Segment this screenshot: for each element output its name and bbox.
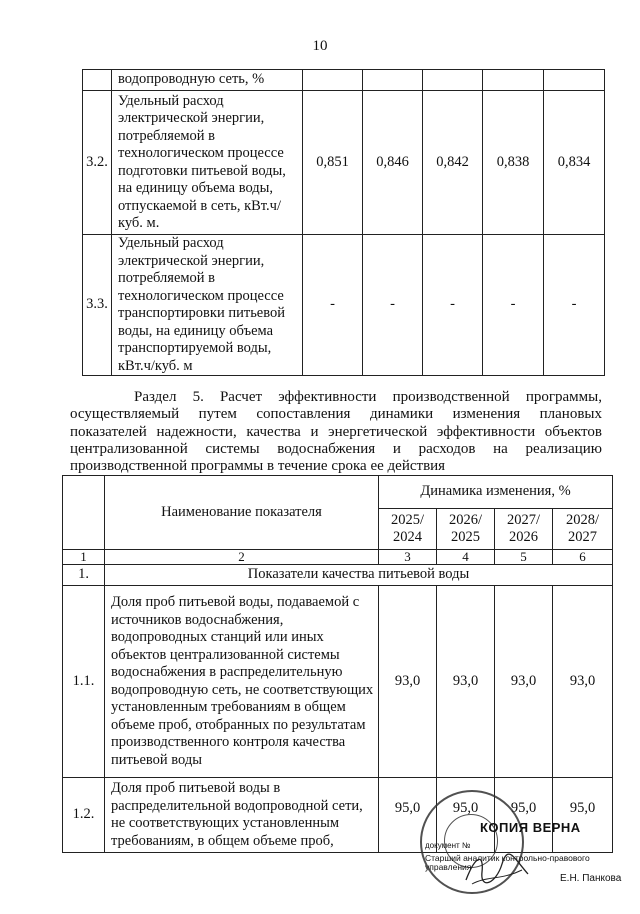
table-row <box>83 235 605 376</box>
header-year: 2028/ 2027 <box>553 509 613 550</box>
row-value: 93,0 <box>553 586 613 778</box>
table-row <box>83 91 605 235</box>
row-number <box>83 70 112 91</box>
header-number-cell <box>63 476 105 550</box>
column-number: 5 <box>495 550 553 565</box>
row-value: 0,846 <box>363 91 423 235</box>
table-header-row <box>63 476 613 509</box>
row-value: - <box>423 235 483 376</box>
table-row <box>83 70 605 91</box>
row-value: - <box>544 235 605 376</box>
row-value: 0,851 <box>303 91 363 235</box>
row-value: 93,0 <box>437 586 495 778</box>
row-value: 95,0 <box>437 778 495 853</box>
certified-copy-doc-label: документ № <box>425 841 471 850</box>
row-value <box>544 70 605 91</box>
row-value: 95,0 <box>495 778 553 853</box>
row-value: 93,0 <box>495 586 553 778</box>
row-value: 0,834 <box>544 91 605 235</box>
row-number: 1.1. <box>63 586 105 778</box>
row-value: - <box>483 235 544 376</box>
row-value: - <box>363 235 423 376</box>
header-year: 2027/ 2026 <box>495 509 553 550</box>
row-number: 1.2. <box>63 778 105 853</box>
row-value <box>363 70 423 91</box>
row-value: 93,0 <box>379 586 437 778</box>
table-row <box>63 778 613 853</box>
certified-copy-title: КОПИЯ ВЕРНА <box>480 820 581 835</box>
row-value: - <box>303 235 363 376</box>
row-value: 0,838 <box>483 91 544 235</box>
column-number: 6 <box>553 550 613 565</box>
header-indicator-name: Наименование показателя <box>105 476 379 550</box>
page-number: 10 <box>312 38 328 54</box>
section-5-text: Раздел 5. Расчет эффективности производственной программы, осуществляемый путем сопоставления динамики изменения плановых показателей надежности, качества и энергетической эффективности объектов централизованной системы водоснабжения и расходов на реализацию производственной программы в течение срока ее действия <box>70 389 602 475</box>
group-title: Показатели качества питьевой воды <box>105 565 613 586</box>
row-value <box>423 70 483 91</box>
header-year: 2026/ 2025 <box>437 509 495 550</box>
column-number: 3 <box>379 550 437 565</box>
header-dynamics: Динамика изменения, % <box>379 476 613 509</box>
efficiency-table <box>62 475 613 853</box>
row-number: 3.2. <box>83 91 112 235</box>
row-value: 0,842 <box>423 91 483 235</box>
row-number: 3.3. <box>83 235 112 376</box>
row-value: 95,0 <box>379 778 437 853</box>
row-value <box>303 70 363 91</box>
certifier-position: Старший аналитик контрольно-правового управления <box>425 853 590 872</box>
header-year: 2025/ 2024 <box>379 509 437 550</box>
table-row <box>63 586 613 778</box>
row-description: Доля проб питьевой воды, подаваемой с источников водоснабжения, водопроводных станций или иных объектов централизованной системы водоснабжения в распределительную водопроводную сеть, не соответствующих установленным требованиям в общем объеме проб, отобранных по результатам производственного контроля качества питьевой воды <box>105 586 379 778</box>
row-description: Доля проб питьевой воды в распределительной водопроводной сети, не соответствующих установленным требованиям, в общем объеме проб, <box>105 778 379 853</box>
column-numbers-row <box>63 550 613 565</box>
row-description: водопроводную сеть, % <box>112 70 303 91</box>
row-description: Удельный расход электрической энергии, потребляемой в технологическом процессе транспортировки питьевой воды, на единицу объема транспортируемой воды, кВт.ч/куб. м <box>112 235 303 376</box>
signature-icon <box>462 850 532 890</box>
group-number: 1. <box>63 565 105 586</box>
column-number: 4 <box>437 550 495 565</box>
row-description: Удельный расход электрической энергии, потребляемой в технологическом процессе подготовки питьевой воды, на единицу объема воды, отпускаемой в сеть, кВт.ч/куб. м. <box>112 91 303 235</box>
column-number: 2 <box>105 550 379 565</box>
column-number: 1 <box>63 550 105 565</box>
row-value: 95,0 <box>553 778 613 853</box>
targets-table <box>82 69 605 376</box>
row-value <box>483 70 544 91</box>
group-row <box>63 565 613 586</box>
certifier-name: Е.Н. Панкова <box>560 873 622 884</box>
